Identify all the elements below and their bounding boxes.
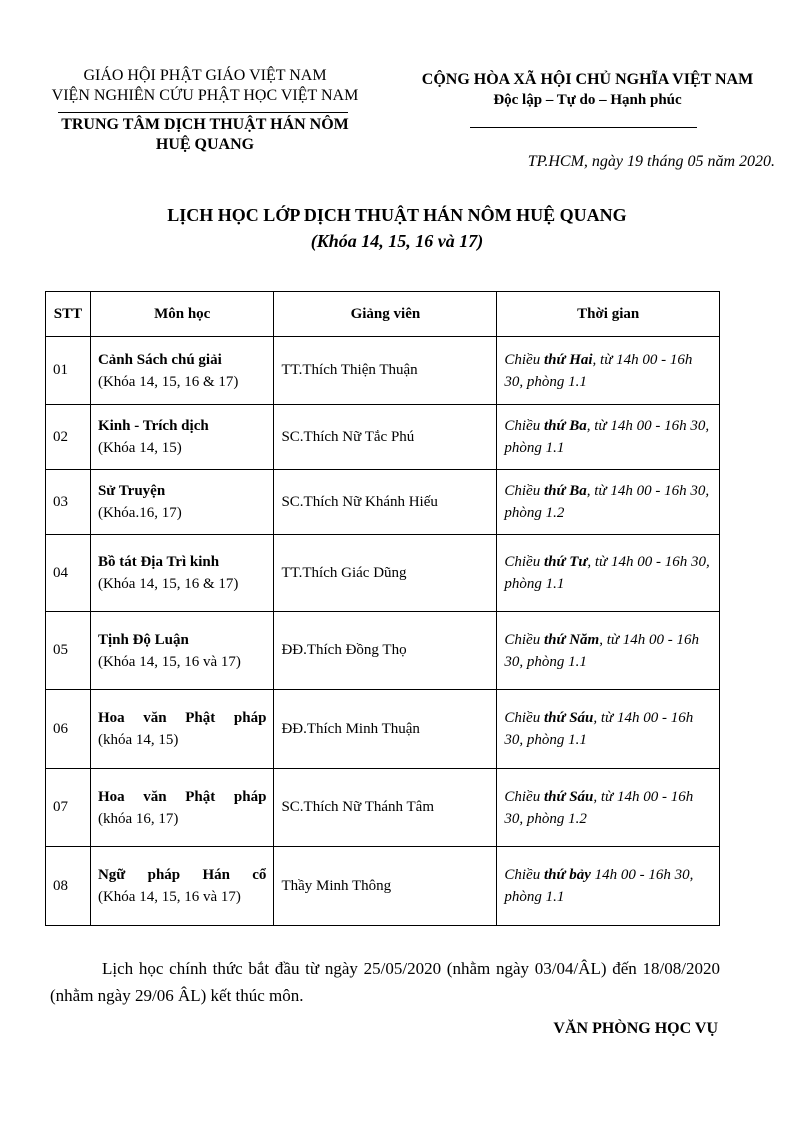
row-subject [90,405,273,470]
row-teacher: ĐĐ.Thích Đồng Thọ [274,612,497,690]
subject-name: Tịnh Độ Luận [97,631,189,648]
row-stt: 08 [46,847,91,926]
table-row [46,337,720,405]
time-prefix: Chiều [504,631,544,648]
time-day: thứ Hai [543,351,593,368]
time-prefix: Chiều [504,418,544,434]
subject-course: (Khóa.16, 17) [97,505,182,521]
time-prefix: Chiều [504,788,544,805]
subject-name: Kinh - Trích dịch [97,418,209,434]
time-prefix: Chiều [504,554,544,570]
motto: Độc lập – Tự do – Hạnh phúc [493,92,682,108]
row-teacher: ĐĐ.Thích Minh Thuận [274,690,497,769]
center-line1: TRUNG TÂM DỊCH THUẬT HÁN NÔM [61,116,349,133]
subject-name: Sử Truyện [97,483,166,499]
subject-course: (Khóa 14, 15, 16 và 17) [97,889,241,905]
header-right-divider [470,127,697,128]
schedule-note: Lịch học chính thức bắt đầu từ ngày 25/05/2020 (nhằm ngày 03/04/ÂL) đến 18/08/2020 (nhằm ngày 29/06 ÂL) kết thúc môn. [50,959,720,1005]
time-day: thứ Sáu [543,710,594,726]
row-time [497,535,720,612]
row-time [497,337,720,405]
row-teacher: TT.Thích Thiện Thuận [274,337,497,405]
time-day: thứ Năm [543,631,600,648]
time-day: thứ Ba [543,418,587,434]
table-row [46,612,720,690]
time-day: thứ Tư [543,554,588,570]
page-subtitle: (Khóa 14, 15, 16 và 17) [310,231,484,251]
schedule-table [45,291,720,926]
row-stt: 02 [46,405,91,470]
row-teacher: SC.Thích Nữ Tắc Phú [274,405,497,470]
subject-course: (Khóa 14, 15) [97,440,182,456]
time-detail: , từ 14h 00 - 16h 30, phòng 1.1 [504,710,694,748]
office-signature: VĂN PHÒNG HỌC VỤ [553,1020,718,1037]
header-time: Thời gian [497,292,720,337]
row-time [497,405,720,470]
header-teacher: Giảng viên [274,292,497,337]
time-day: thứ bảy [543,867,591,883]
time-prefix: Chiều [504,710,544,726]
subject-course: (Khóa 14, 15, 16 & 17) [97,576,239,592]
row-stt: 07 [46,769,91,847]
header-stt: STT [46,292,91,337]
time-prefix: Chiều [504,483,544,499]
row-time [497,470,720,535]
time-detail: , từ 14h 00 - 16h 30, phòng 1.2 [504,788,694,827]
country-name: CỘNG HÒA XÃ HỘI CHỦ NGHĨA VIỆT NAM [421,71,754,88]
row-subject [90,337,273,405]
header-right [395,70,780,110]
time-day: thứ Ba [543,483,587,499]
time-detail: , từ 14h 00 - 16h 30, phòng 1.1 [504,631,700,670]
org-line2: VIỆN NGHIÊN CỨU PHẬT HỌC VIỆT NAM [51,87,359,104]
time-prefix: Chiều [504,867,544,883]
table-row [46,405,720,470]
table-row [46,690,720,769]
row-teacher: Thầy Minh Thông [274,847,497,926]
row-stt: 04 [46,535,91,612]
subject-course: (khóa 16, 17) [97,810,179,827]
row-subject [90,535,273,612]
date-line: TP.HCM, ngày 19 tháng 05 năm 2020. [527,153,775,170]
row-teacher: TT.Thích Giác Dũng [274,535,497,612]
subject-name: Cảnh Sách chú giải [97,351,222,368]
header-left-divider [58,112,348,113]
subject-course: (khóa 14, 15) [97,732,179,748]
row-subject [90,847,273,926]
time-day: thứ Sáu [543,788,594,805]
row-time [497,847,720,926]
row-time [497,769,720,847]
row-stt: 01 [46,337,91,405]
time-detail: , từ 14h 00 - 16h 30, phòng 1.1 [504,351,693,390]
table-row [46,769,720,847]
row-time [497,690,720,769]
header-left [20,66,390,155]
table-row [46,470,720,535]
row-stt: 05 [46,612,91,690]
time-detail: 14h 00 - 16h 30, phòng 1.1 [504,867,694,905]
time-detail: , từ 14h 00 - 16h 30, phòng 1.1 [504,418,710,456]
row-subject [90,612,273,690]
subject-course: (Khóa 14, 15, 16 và 17) [97,653,241,670]
subject-name: Hoa văn Phật pháp [97,710,267,726]
header-subject: Môn học [90,292,273,337]
org-line1: GIÁO HỘI PHẬT GIÁO VIỆT NAM [83,67,327,84]
time-detail: , từ 14h 00 - 16h 30, phòng 1.1 [504,554,710,592]
row-subject [90,690,273,769]
center-line2: HUỆ QUANG [155,136,255,153]
row-teacher: SC.Thích Nữ Khánh Hiếu [274,470,497,535]
table-row [46,535,720,612]
time-detail: , từ 14h 00 - 16h 30, phòng 1.2 [504,483,710,521]
row-stt: 06 [46,690,91,769]
subject-name: Hoa văn Phật pháp [97,788,267,805]
table-row [46,847,720,926]
row-subject [90,769,273,847]
time-prefix: Chiều [504,351,544,368]
subject-name: Bồ tát Địa Trì kinh [97,554,220,570]
row-subject [90,470,273,535]
subject-name: Ngữ pháp Hán cổ [97,867,267,883]
page-title: LỊCH HỌC LỚP DỊCH THUẬT HÁN NÔM HUỆ QUANG [167,205,627,225]
row-stt: 03 [46,470,91,535]
table-header-row [46,292,720,337]
subject-course: (Khóa 14, 15, 16 & 17) [97,373,239,390]
row-teacher: SC.Thích Nữ Thánh Tâm [274,769,497,847]
row-time [497,612,720,690]
